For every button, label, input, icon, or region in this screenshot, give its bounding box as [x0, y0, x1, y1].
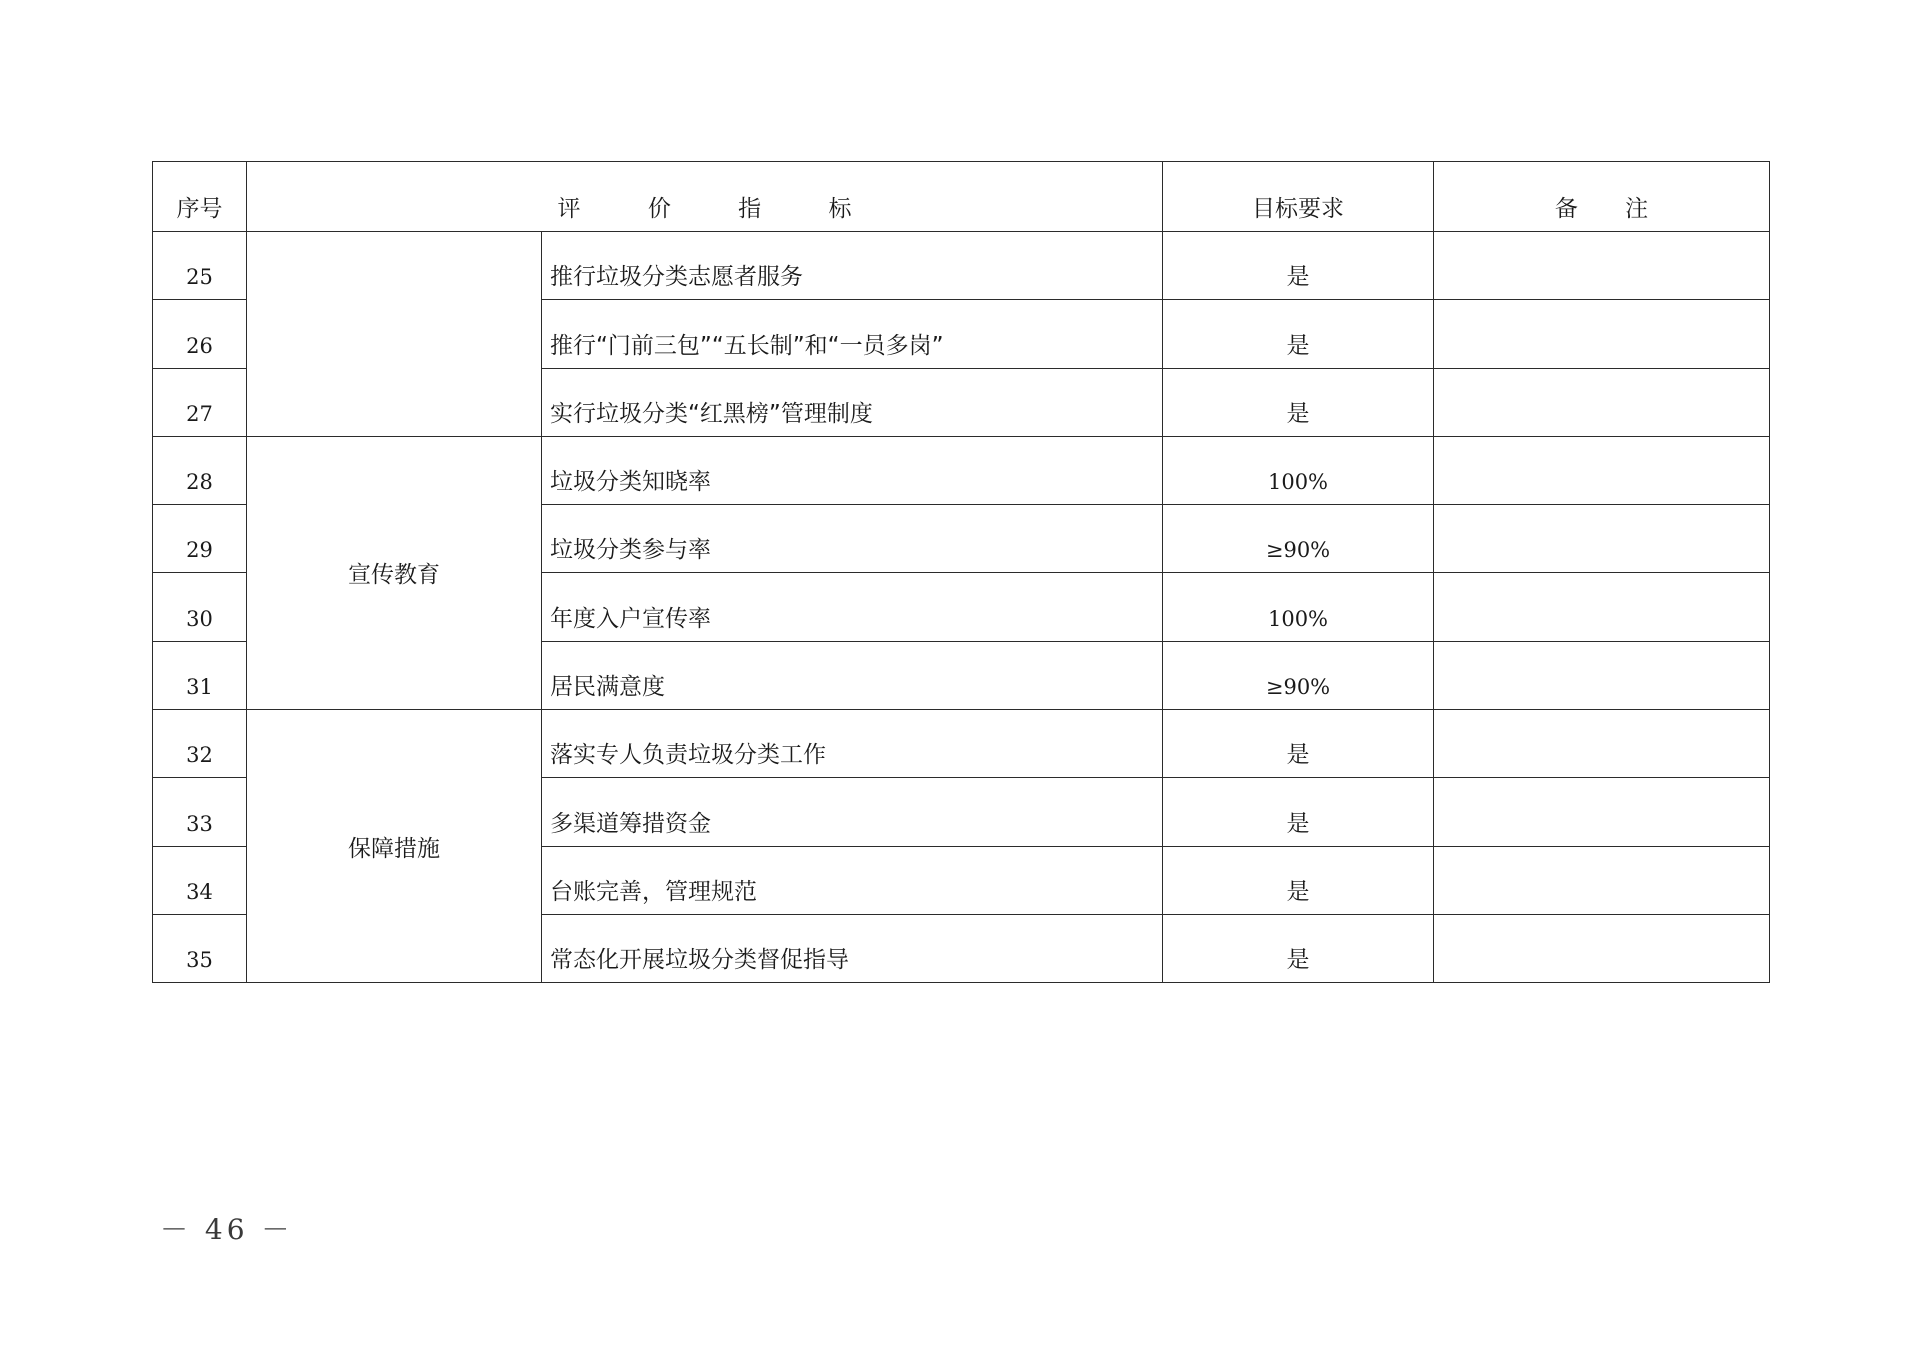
row-indicator: 落实专人负责垃圾分类工作: [542, 710, 1163, 778]
table-row: [153, 710, 1770, 778]
page-number: － 46 －: [160, 1213, 294, 1246]
row-note: [1434, 573, 1770, 641]
header-seq: 序号: [153, 162, 247, 232]
row-indicator: 居民满意度: [542, 641, 1163, 709]
row-seq: 30: [153, 573, 247, 641]
row-target: 是: [1163, 710, 1434, 778]
row-indicator: 台账完善，管理规范: [542, 846, 1163, 914]
row-target: ≥90%: [1163, 641, 1434, 709]
row-note: [1434, 710, 1770, 778]
row-target: ≥90%: [1163, 505, 1434, 573]
row-indicator: 实行垃圾分类“红黑榜”管理制度: [542, 368, 1163, 436]
row-seq: 32: [153, 710, 247, 778]
row-indicator: 多渠道筹措资金: [542, 778, 1163, 846]
row-target: 是: [1163, 232, 1434, 300]
row-target: 是: [1163, 778, 1434, 846]
row-indicator: 垃圾分类参与率: [542, 505, 1163, 573]
row-seq: 27: [153, 368, 247, 436]
table-header-row: [153, 162, 1770, 232]
row-indicator: 年度入户宣传率: [542, 573, 1163, 641]
category-cell: 宣传教育: [247, 436, 542, 709]
row-seq: 26: [153, 300, 247, 368]
row-seq: 31: [153, 641, 247, 709]
table-row: [153, 232, 1770, 300]
category-cell: 保障措施: [247, 710, 542, 983]
row-target: 是: [1163, 368, 1434, 436]
row-target: 是: [1163, 300, 1434, 368]
row-seq: 34: [153, 846, 247, 914]
header-target: 目标要求: [1163, 162, 1434, 232]
row-target: 100%: [1163, 573, 1434, 641]
row-indicator: 推行“门前三包”“五长制”和“一员多岗”: [542, 300, 1163, 368]
row-seq: 33: [153, 778, 247, 846]
evaluation-table: [152, 161, 1770, 983]
row-target: 是: [1163, 914, 1434, 982]
row-note: [1434, 914, 1770, 982]
row-seq: 28: [153, 436, 247, 504]
table-row: [153, 436, 1770, 504]
row-seq: 29: [153, 505, 247, 573]
header-note: 备 注: [1434, 162, 1770, 232]
row-indicator: 垃圾分类知晓率: [542, 436, 1163, 504]
row-indicator: 推行垃圾分类志愿者服务: [542, 232, 1163, 300]
row-note: [1434, 300, 1770, 368]
row-note: [1434, 436, 1770, 504]
row-target: 100%: [1163, 436, 1434, 504]
row-seq: 35: [153, 914, 247, 982]
row-note: [1434, 778, 1770, 846]
row-indicator: 常态化开展垃圾分类督促指导: [542, 914, 1163, 982]
row-note: [1434, 641, 1770, 709]
row-target: 是: [1163, 846, 1434, 914]
category-cell: [247, 232, 542, 437]
row-note: [1434, 232, 1770, 300]
header-indicator: 评 价 指 标: [247, 162, 1163, 232]
row-note: [1434, 368, 1770, 436]
row-note: [1434, 505, 1770, 573]
row-seq: 25: [153, 232, 247, 300]
row-note: [1434, 846, 1770, 914]
